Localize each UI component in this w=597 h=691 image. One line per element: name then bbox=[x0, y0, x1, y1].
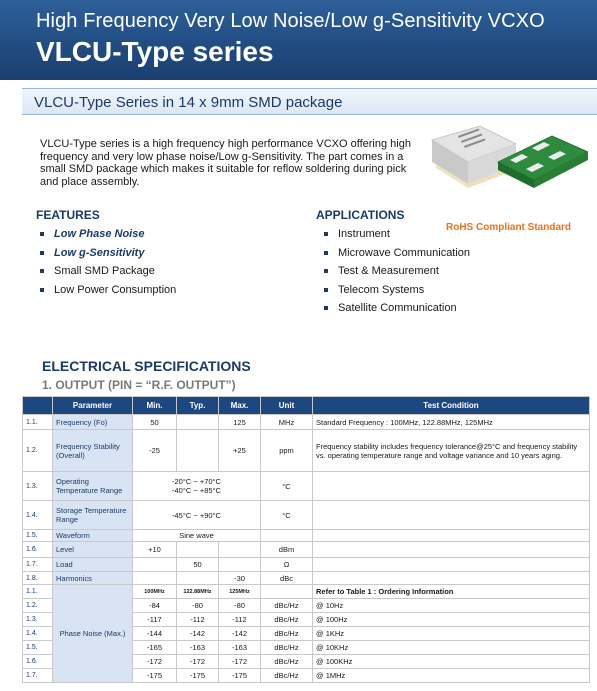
value-cell: -175 bbox=[177, 669, 219, 683]
application-label: Test & Measurement bbox=[338, 265, 439, 277]
condition-cell: @ 10Hz bbox=[313, 599, 590, 613]
application-label: Instrument bbox=[338, 228, 390, 240]
row-number: 1.5. bbox=[23, 641, 53, 655]
unit-cell: Ω bbox=[261, 558, 313, 572]
row-number: 1.3. bbox=[23, 472, 53, 501]
table-row bbox=[23, 585, 590, 599]
condition-cell bbox=[313, 542, 590, 558]
electrical-heading: ELECTRICAL SPECIFICATIONS bbox=[42, 358, 251, 374]
bullet-icon bbox=[40, 288, 44, 292]
value-cell: -112 bbox=[219, 613, 261, 627]
condition-cell: Standard Frequency : 100MHz, 122.88MHz, 125MHz bbox=[313, 415, 590, 430]
frequency-column-label: 100MHz bbox=[133, 585, 177, 599]
bullet-icon bbox=[40, 251, 44, 255]
application-label: Telecom Systems bbox=[338, 283, 425, 296]
unit-cell: dBc/Hz bbox=[261, 627, 313, 641]
condition-cell bbox=[313, 501, 590, 530]
unit-cell: °C bbox=[261, 501, 313, 530]
typ-cell bbox=[177, 572, 219, 585]
range-cell: Sine wave bbox=[133, 530, 261, 542]
applications-heading: APPLICATIONS bbox=[316, 208, 405, 222]
table-row bbox=[23, 501, 590, 530]
parameter-cell: Level bbox=[53, 542, 133, 558]
condition-cell: @ 100KHz bbox=[313, 655, 590, 669]
range-cell: -45°C ~ +90°C bbox=[133, 501, 261, 530]
table-row bbox=[23, 542, 590, 558]
parameter-cell: Frequency Stability (Overall) bbox=[53, 430, 133, 472]
condition-cell: @ 10KHz bbox=[313, 641, 590, 655]
application-item bbox=[320, 264, 470, 283]
condition-cell: @ 100Hz bbox=[313, 613, 590, 627]
product-photo bbox=[428, 118, 588, 196]
table-row bbox=[23, 572, 590, 585]
row-number: 1.3. bbox=[23, 613, 53, 627]
parameter-cell: Frequency (Fo) bbox=[53, 415, 133, 430]
unit-cell: dBc/Hz bbox=[261, 641, 313, 655]
frequency-column-label: 122.88MHz bbox=[177, 585, 219, 599]
header-cell: Unit bbox=[261, 397, 313, 415]
feature-item bbox=[36, 227, 176, 246]
unit-cell: °C bbox=[261, 472, 313, 501]
row-number: 1.1. bbox=[23, 415, 53, 430]
unit-cell bbox=[261, 585, 313, 599]
min-cell bbox=[133, 558, 177, 572]
header-title: VLCU-Type series bbox=[36, 36, 274, 67]
min-cell: 50 bbox=[133, 415, 177, 430]
value-cell: -112 bbox=[177, 613, 219, 627]
table-header-row bbox=[23, 397, 590, 415]
feature-label: Low g-Sensitivity bbox=[54, 246, 145, 259]
row-number: 1.5. bbox=[23, 530, 53, 542]
intro-text: VLCU-Type series is a high frequency high performance VCXO offering high frequency and very low phase noise/Low g-Sensitivity. The part comes in a small SMD package which makes it suitable for reflow soldering during pick and place assembly. bbox=[40, 138, 411, 188]
features-list bbox=[36, 227, 176, 301]
max-cell: 125 bbox=[219, 415, 261, 430]
unit-cell: MHz bbox=[261, 415, 313, 430]
condition-cell bbox=[313, 572, 590, 585]
max-cell bbox=[219, 558, 261, 572]
condition-cell: Refer to Table 1 : Ordering Information bbox=[313, 585, 590, 599]
row-number: 1.4. bbox=[23, 627, 53, 641]
value-cell: -172 bbox=[177, 655, 219, 669]
value-cell: -163 bbox=[219, 641, 261, 655]
unit-cell: dBc/Hz bbox=[261, 669, 313, 683]
application-label: Satellite Communication bbox=[338, 302, 457, 314]
condition-cell: @ 1KHz bbox=[313, 627, 590, 641]
applications-list bbox=[320, 227, 470, 320]
row-number: 1.8. bbox=[23, 572, 53, 585]
typ-cell bbox=[177, 542, 219, 558]
max-cell: -30 bbox=[219, 572, 261, 585]
value-cell: -80 bbox=[177, 599, 219, 613]
bullet-icon bbox=[324, 288, 328, 292]
feature-item bbox=[36, 246, 176, 265]
value-cell: -142 bbox=[177, 627, 219, 641]
value-cell: -175 bbox=[219, 669, 261, 683]
condition-cell: Frequency stability includes frequency tolerance@25°C and frequency stability vs. operating temperature range and voltage variance and 10 years aging. bbox=[313, 430, 590, 472]
header-cell: Parameter bbox=[53, 397, 133, 415]
parameter-cell: Operating Temperature Range bbox=[53, 472, 133, 501]
page-header bbox=[0, 0, 597, 80]
unit-cell: dBc/Hz bbox=[261, 613, 313, 627]
parameter-cell: Storage Temperature Range bbox=[53, 501, 133, 530]
value-cell: -117 bbox=[133, 613, 177, 627]
condition-cell bbox=[313, 472, 590, 501]
condition-cell bbox=[313, 530, 590, 542]
value-cell: -163 bbox=[177, 641, 219, 655]
min-cell: +10 bbox=[133, 542, 177, 558]
max-cell: +25 bbox=[219, 430, 261, 472]
value-cell: -84 bbox=[133, 599, 177, 613]
value-cell: -172 bbox=[219, 655, 261, 669]
section-bar bbox=[22, 88, 597, 115]
feature-label: Low Power Consumption bbox=[54, 283, 177, 296]
unit-cell bbox=[261, 530, 313, 542]
value-cell: -142 bbox=[219, 627, 261, 641]
parameter-cell: Harmonics bbox=[53, 572, 133, 585]
table-row bbox=[23, 415, 590, 430]
table-row bbox=[23, 558, 590, 572]
value-cell: -172 bbox=[133, 655, 177, 669]
section-title: VLCU-Type Series in 14 x 9mm SMD package bbox=[34, 94, 343, 111]
bullet-icon bbox=[324, 269, 328, 273]
value-cell: -175 bbox=[133, 669, 177, 683]
unit-cell: dBm bbox=[261, 542, 313, 558]
value-cell: -144 bbox=[133, 627, 177, 641]
phase-noise-parameter: Phase Noise (Max.) bbox=[53, 585, 133, 683]
row-number: 1.2. bbox=[23, 599, 53, 613]
feature-label: Small SMD Package bbox=[54, 265, 155, 277]
value-cell: -80 bbox=[219, 599, 261, 613]
parameter-cell: Waveform bbox=[53, 530, 133, 542]
table-row bbox=[23, 472, 590, 501]
min-cell bbox=[133, 572, 177, 585]
condition-cell bbox=[313, 558, 590, 572]
rohs-badge: RoHS Compliant Standard bbox=[446, 222, 572, 233]
application-item bbox=[320, 227, 470, 246]
row-number: 1.4. bbox=[23, 501, 53, 530]
condition-cell: @ 1MHz bbox=[313, 669, 590, 683]
application-item bbox=[320, 283, 470, 302]
typ-cell bbox=[177, 415, 219, 430]
unit-cell: dBc/Hz bbox=[261, 599, 313, 613]
features-heading: FEATURES bbox=[36, 208, 100, 222]
application-label: Microwave Communication bbox=[338, 246, 471, 259]
table-row bbox=[23, 430, 590, 472]
bullet-icon bbox=[40, 232, 44, 236]
header-cell: Min. bbox=[133, 397, 177, 415]
table-row bbox=[23, 530, 590, 542]
output-section-heading: 1. OUTPUT (PIN = “R.F. OUTPUT”) bbox=[42, 378, 236, 392]
frequency-column-label: 125MHz bbox=[219, 585, 261, 599]
typ-cell bbox=[177, 430, 219, 472]
application-item bbox=[320, 246, 470, 265]
row-number: 1.2. bbox=[23, 430, 53, 472]
typ-cell: 50 bbox=[177, 558, 219, 572]
bullet-icon bbox=[324, 251, 328, 255]
feature-item bbox=[36, 264, 176, 283]
unit-cell: dBc/Hz bbox=[261, 655, 313, 669]
row-number: 1.6. bbox=[23, 542, 53, 558]
bullet-icon bbox=[324, 306, 328, 310]
header-cell-number bbox=[23, 397, 53, 415]
header-subtitle: High Frequency Very Low Noise/Low g-Sensitivity VCXO bbox=[36, 10, 545, 32]
max-cell bbox=[219, 542, 261, 558]
parameter-cell: Load bbox=[53, 558, 133, 572]
row-number: 1.6. bbox=[23, 655, 53, 669]
row-number: 1.7. bbox=[23, 669, 53, 683]
unit-cell: ppm bbox=[261, 430, 313, 472]
value-cell: -165 bbox=[133, 641, 177, 655]
row-number: 1.1. bbox=[23, 585, 53, 599]
range-cell: -20°C ~ +70°C -40°C ~ +85°C bbox=[133, 472, 261, 501]
header-cell: Test Condition bbox=[313, 397, 590, 415]
header-cell: Typ. bbox=[177, 397, 219, 415]
application-item bbox=[320, 301, 470, 320]
bullet-icon bbox=[324, 232, 328, 236]
spec-table bbox=[22, 396, 590, 683]
row-number: 1.7. bbox=[23, 558, 53, 572]
feature-item bbox=[36, 283, 176, 302]
bullet-icon bbox=[40, 269, 44, 273]
feature-label: Low Phase Noise bbox=[54, 228, 145, 240]
unit-cell: dBc bbox=[261, 572, 313, 585]
header-cell: Max. bbox=[219, 397, 261, 415]
min-cell: -25 bbox=[133, 430, 177, 472]
